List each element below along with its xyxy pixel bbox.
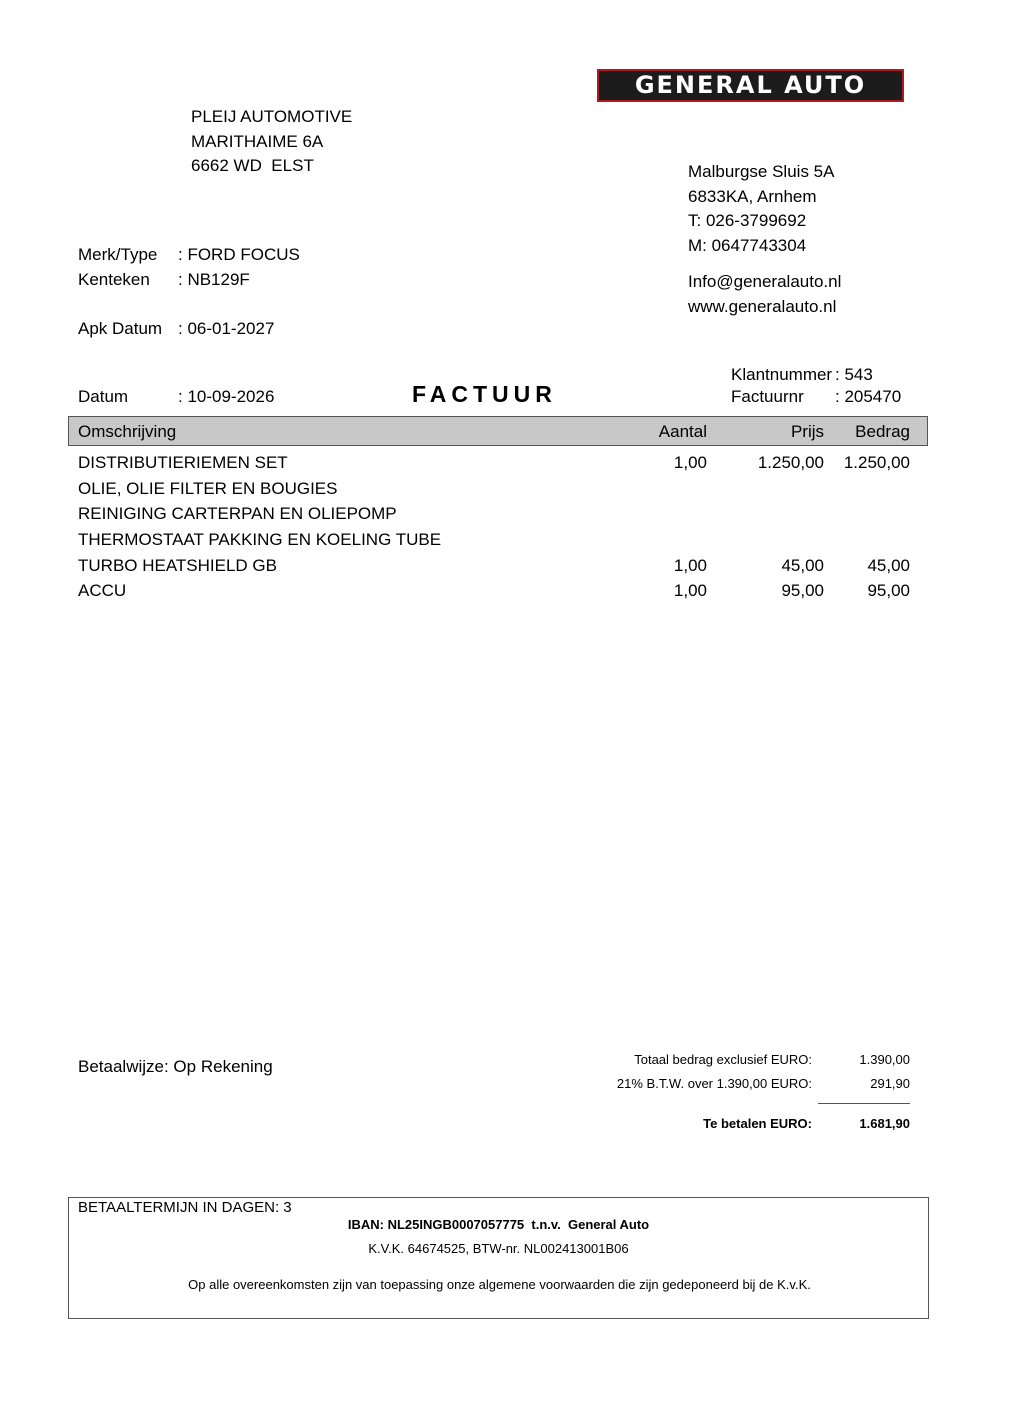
- table-header: [68, 416, 928, 446]
- row-amount: 1.250,00: [843, 453, 910, 472]
- kenteken-label: Kenteken: [78, 270, 150, 289]
- datum-label: Datum: [78, 387, 129, 406]
- btw-label: 21% B.T.W. over 1.390,00 EURO:: [616, 1076, 812, 1091]
- datum-value: : 10-09-2026: [178, 387, 275, 406]
- company-logo: [597, 69, 904, 102]
- company-city: 6833KA, Arnhem: [688, 186, 817, 206]
- total-pay-label: Te betalen EURO:: [703, 1116, 812, 1131]
- klantnummer-value: : 543: [835, 365, 873, 384]
- header-aantal: Aantal: [658, 422, 707, 441]
- row-amount: 95,00: [867, 581, 910, 601]
- invoice-lines: [0, 452, 1024, 606]
- row-description: ACCU: [78, 581, 127, 601]
- total-excl-value: 1.390,00: [859, 1052, 910, 1067]
- btw-value: 291,90: [870, 1076, 910, 1091]
- row-amount: 45,00: [867, 555, 910, 575]
- apk-value: : 06-01-2027: [178, 319, 275, 338]
- row-description: OLIE, OLIE FILTER EN BOUGIES: [78, 478, 338, 498]
- header-bedrag: Bedrag: [855, 422, 910, 441]
- apk-label: Apk Datum: [78, 319, 163, 338]
- payment-terms-box: [68, 1197, 929, 1319]
- terms-line: Op alle overeenkomsten zijn van toepassing onze algemene voorwaarden die zijn gedeponeerd bij de K.v.K.: [188, 1277, 811, 1292]
- company-phone: T: 026-3799692: [688, 211, 807, 230]
- company-street: Malburgse Sluis 5A: [688, 162, 835, 181]
- row-description: THERMOSTAAT PAKKING EN KOELING TUBE: [78, 530, 442, 550]
- table-row: [0, 529, 1024, 555]
- row-description: DISTRIBUTIERIEMEN SET: [78, 453, 288, 472]
- row-price: 1.250,00: [757, 453, 824, 472]
- factuurnr-label: Factuurnr: [731, 387, 804, 406]
- row-description: REINIGING CARTERPAN EN OLIEPOMP: [78, 504, 397, 524]
- company-email[interactable]: Info@generalauto.nl: [688, 272, 842, 291]
- header-prijs: Prijs: [790, 422, 824, 441]
- total-pay-value: 1.681,90: [859, 1116, 910, 1131]
- table-row: [0, 478, 1024, 504]
- factuurnr-value: : 205470: [835, 387, 902, 406]
- row-quantity: 1,00: [673, 555, 707, 575]
- table-row: [0, 503, 1024, 529]
- row-price: 45,00: [781, 555, 824, 575]
- company-mobile: M: 0647743304: [688, 235, 807, 255]
- payment-term: BETAALTERMIJN IN DAGEN: 3: [78, 1199, 292, 1216]
- row-description: TURBO HEATSHIELD GB: [78, 555, 277, 575]
- total-excl-label: Totaal bedrag exclusief EURO:: [634, 1052, 812, 1067]
- totals-divider: [818, 1103, 910, 1104]
- row-quantity: 1,00: [673, 453, 707, 472]
- table-row: [0, 452, 1024, 478]
- iban-line: IBAN: NL25INGB0007057775 t.n.v. General Auto: [347, 1217, 650, 1232]
- payment-method: Betaalwijze: Op Rekening: [78, 1057, 273, 1076]
- row-quantity: 1,00: [673, 581, 707, 601]
- company-address: [688, 160, 834, 258]
- customer-name: PLEIJ AUTOMOTIVE: [191, 107, 353, 126]
- kvk-line: K.V.K. 64674525, BTW-nr. NL002413001B06: [368, 1241, 629, 1256]
- logo-text: GENERAL AUTO: [599, 71, 902, 100]
- klantnummer-label: Klantnummer: [731, 365, 833, 384]
- company-web: [688, 270, 841, 319]
- row-price: 95,00: [781, 581, 824, 601]
- company-website[interactable]: www.generalauto.nl: [688, 296, 837, 316]
- merk-value: : FORD FOCUS: [178, 245, 300, 264]
- invoice-title: FACTUUR: [412, 381, 557, 407]
- kenteken-value: : NB129F: [178, 270, 250, 289]
- customer-street: MARITHAIME 6A: [191, 131, 324, 151]
- customer-address: [191, 105, 352, 179]
- customer-city: 6662 WD ELST: [191, 156, 314, 175]
- table-row: [0, 580, 1024, 606]
- merk-label: Merk/Type: [78, 245, 158, 264]
- header-omschrijving: Omschrijving: [78, 422, 177, 441]
- table-row: [0, 555, 1024, 581]
